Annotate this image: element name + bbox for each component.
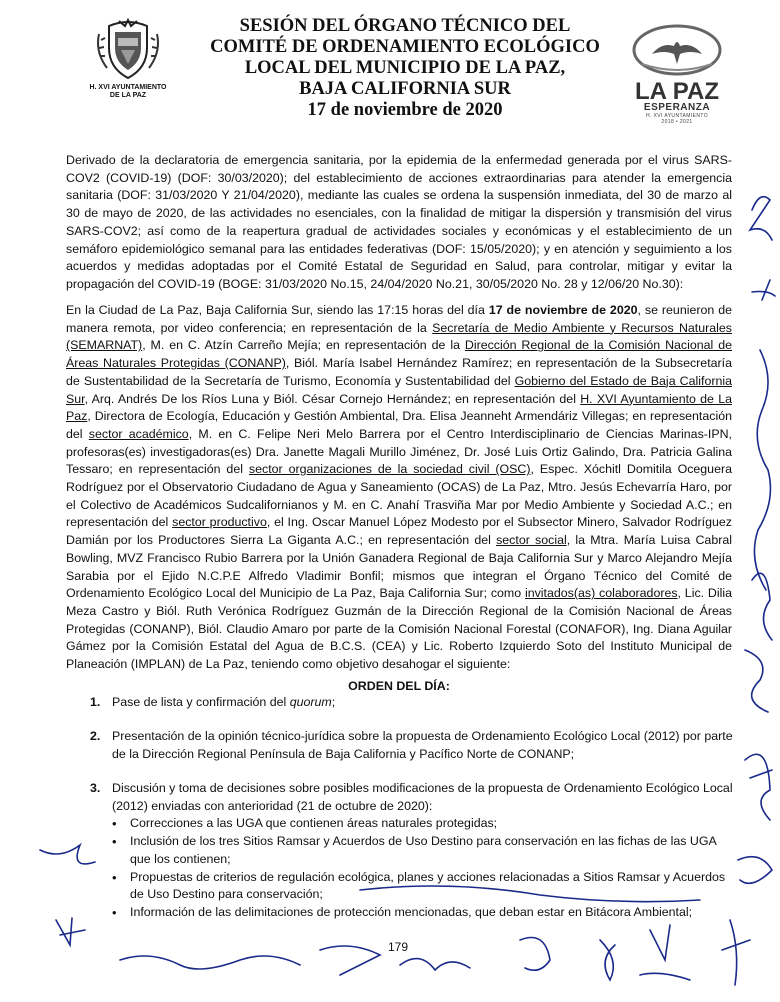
signature-mark <box>600 940 615 980</box>
text-run: , M. en C. Atzín Carreño Mejía; en representación de la <box>142 338 465 353</box>
list-item: • Propuestas de criterios de regulación ecológica, planes y acciones relacionadas a Sitios Ramsar y Acuerdos de Uso Destino para conservación; <box>112 869 735 904</box>
agenda-item-text: Discusión y toma de decisiones sobre posibles modificaciones de la propuesta de Ordenamiento Ecológico Local (2012) enviadas con anterioridad (21 de octubre de 2020): <box>112 781 733 813</box>
underlined-run: Secretaría de Medio Ambiente y Recursos Naturales (SEMARNAT) <box>66 320 732 353</box>
signature-mark <box>738 857 772 884</box>
signature-mark <box>120 956 300 969</box>
signature-mark <box>40 845 95 864</box>
agenda-item-text: Presentación de la opinión técnico-jurídica sobre la propuesta de Ordenamiento Ecológico Local (2012) por parte de la Dirección Regional Península de Baja California y Pacífico Norte de CONANP; <box>112 729 733 761</box>
text-run: , Espec. Xóchitl Domitila Oceguera Rodríguez por el Observatorio Ciudadano de Agua y Saneamiento (OCAS) de La Paz, Mtro. Jesús Echevarría Haro, por el Colectivo de Académicos Sudcalifornianos y M. en C. Anahí Trasviña Mar por Medio Ambiente y Sociedad A.C.; en representación del <box>66 462 732 530</box>
list-item: • Inclusión de los tres Sitios Ramsar y Acuerdos de Uso Destino para conservación en las fichas de las UGA que los contienen; <box>112 833 735 868</box>
logo-sub-text: ESPERANZA <box>643 102 711 113</box>
underlined-run: sector académico <box>88 426 189 441</box>
signature-mark <box>745 754 772 820</box>
list-item: • Correcciones a las UGA que contienen áreas naturales protegidas; <box>112 815 735 833</box>
underlined-run: sector productivo <box>172 515 267 530</box>
signature-mark <box>56 918 85 945</box>
agenda-item-number: 1. <box>90 695 101 709</box>
underlined-run: sector social <box>496 533 567 548</box>
signature-mark <box>400 959 470 970</box>
text-run: , el Ing. Oscar Manuel López Modesto por el Subsector Minero, Salvador Rodríguez Damián por los Productores Sierra La Giganta A.C.; en representación del <box>66 515 732 548</box>
agenda-item-number: 2. <box>90 729 101 743</box>
text-run: , M. en C. Felipe Neri Melo Barrera por el Centro Interdisciplinario de Ciencias Marinas-IPN, profesoras(es) investigadoras(es) Dra. Janette Magali Murillo Jiménez, Dr. José Luis Ortiz Galindo, Dra. Patricia Galina Tessaro; en representación del <box>66 426 732 477</box>
text-run: , la Mtra. María Luisa Cabral Bowling, MVZ Francisco Rubio Barrera por la Unión Ganadera Regional de Baja California Sur y Marco Alejandro Mejía Sarabia por el Ejido N.C.P.E Alfredo Vladimir Bonfil; mismos que integran el Órgano Técnico del Comité de Ordenamiento Ecológico Local del Municipio de La Paz, Baja California Sur; como <box>66 533 732 601</box>
text-run: , Lic. Dilia Meza Castro y Biól. Ruth Verónica Rodríguez Guzmán de la Dirección Regional de la Comisión Nacional de Áreas Protegidas (CONANP), Biól. Claudio Amaro por parte de la Comisión Nacional Forestal (CONAFOR), Ing. Diana Aguilar Gámez por la Comisión Estatal del Agua de B.C.S. (CEA) y Lic. Roberto Izquierdo Soto del Instituto Municipal de Planeación (IMPLAN) de La Paz, teniendo como objetivo desahogar el siguiente: <box>66 586 732 672</box>
signature-mark <box>722 920 750 985</box>
text-run: , Directora de Ecología, Educación y Gestión Ambiental, Dra. Elisa Jeanneht Armendáriz Villegas; en representación del <box>66 409 732 441</box>
underlined-run: H. XVI Ayuntamiento de La Paz <box>66 391 732 424</box>
logo-main-text: LA PAZ <box>635 78 719 105</box>
underlined-run: Dirección Regional de la Comisión Nacional de Áreas Naturales Protegidas (CONANP) <box>66 338 732 371</box>
agenda-item-text-end: ; <box>331 695 336 709</box>
title-line: LOCAL DEL MUNICIPIO DE LA PAZ, <box>244 58 566 78</box>
title-date: 17 de noviembre de 2020 <box>307 100 503 120</box>
title-line: COMITÉ DE ORDENAMIENTO ECOLÓGICO <box>210 37 600 57</box>
agenda-title: ORDEN DEL DÍA: <box>348 679 450 693</box>
underlined-run: Gobierno del Estado de Baja California Sur <box>66 373 733 406</box>
signature-mark <box>520 938 550 971</box>
text-run: En la Ciudad de La Paz, Baja California Sur, siendo las 17:15 horas del día <box>66 303 489 317</box>
ayuntamiento-label: H. XVI AYUNTAMIENTO DE LA PAZ <box>89 84 167 99</box>
text-run: , Biól. María Isabel Hernández Ramírez; en representación de la Subsecretaría de Sustentabilidad de la Secretaría de Turismo, Economía y Sustentabilidad del <box>66 356 732 388</box>
text-run: , Arq. Andrés De los Ríos Luna y Biól. César Cornejo Hernández; en representación del <box>84 391 581 406</box>
title-line: BAJA CALIFORNIA SUR <box>299 79 511 99</box>
page-number: 179 <box>388 940 409 954</box>
signature-mark <box>745 650 768 712</box>
bold-run: 17 de noviembre de 2020 <box>488 303 638 317</box>
logo-years-text: 2018 • 2021 <box>661 119 693 125</box>
agenda-item-number: 3. <box>90 781 101 795</box>
intro-paragraph: Derivado de la declaratoria de emergencia sanitaria, por la epidemia de la enfermedad generada por el virus SARS-COV2 (COVID-19) (DOF: 30/03/2020); del establecimiento de acciones extraordinarias para atender la emergencia sanitaria (DOF: 31/03/2020 Y 21/04/2020), mediante las cuales se ordena la suspensión inmediata, del 30 de marzo al 30 de mayo de 2020, de las actividades no esenciales, con la finalidad de mitigar la dispersión y transmisión del virus SARS-COV2; así como de la reapertura gradual de actividades sociales y económicas y el establecimiento de un semáforo epidemiológico semanal para las entidades federativas (DOF: 15/05/2020); y en atención y seguimiento a los acuerdos y medidas adoptadas por el Comité Estatal de Seguridad en Salud, para controlar, mitigar y evitar la propagación del COVID-19 (BOGE: 31/03/2020 No.15, 24/04/2020 No.21, 30/05/2020 No. 28 y 12/06/20 No.30): <box>66 153 732 291</box>
agenda-item-text: Pase de lista y confirmación del <box>112 695 290 709</box>
signature-mark <box>754 350 770 590</box>
signature-mark <box>360 886 700 902</box>
signature-mark <box>752 280 775 300</box>
agenda-item-emphasis: quorum <box>289 695 332 709</box>
list-item: • Información de las delimitaciones de protección mencionadas, que deban estar en Bitácora Ambiental; <box>112 904 735 922</box>
title-line: SESIÓN DEL ÓRGANO TÉCNICO DEL <box>239 16 571 36</box>
underlined-run: invitados(as) colaboradores <box>524 586 678 601</box>
underlined-run: sector organizaciones de la sociedad civil (OSC) <box>248 462 531 477</box>
signature-mark <box>750 197 772 240</box>
logo-ayuntamiento-text: H. XVI AYUNTAMIENTO <box>645 113 709 119</box>
signature-mark <box>640 925 690 980</box>
text-run: , se reunieron de manera remota, por video conferencia; en representación de la <box>66 303 732 335</box>
signature-mark <box>320 946 380 975</box>
